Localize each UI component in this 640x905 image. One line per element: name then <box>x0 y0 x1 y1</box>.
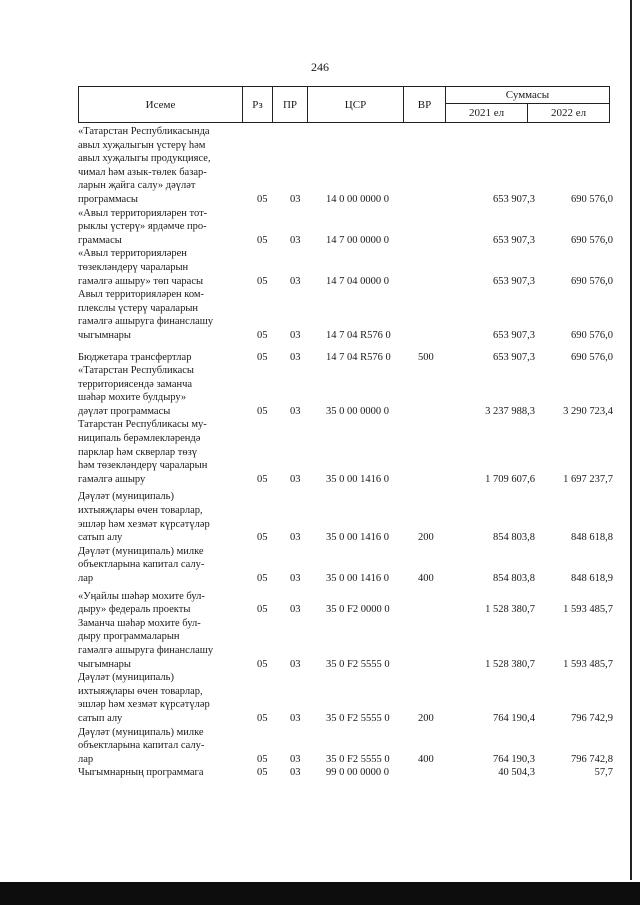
row-name <box>78 288 240 342</box>
row-name <box>78 247 240 288</box>
table-row <box>78 351 613 365</box>
row-name-line: Дәүләт (муниципаль) <box>78 672 174 684</box>
row-vr: 500 <box>418 351 434 363</box>
row-sum-2022: 690 576,0 <box>571 351 613 363</box>
row-pr: 03 <box>290 712 301 724</box>
row-name-line: ларын җайга салу» дәүләт <box>78 180 196 192</box>
row-sum-2022: 796 742,8 <box>571 753 613 765</box>
row-name-line: чыгымнары <box>78 658 131 670</box>
row-name-line: эшләр һәм хезмәт күрсәтүләр <box>78 518 210 530</box>
row-name-line: «Авыл территорияләрен <box>78 248 187 260</box>
table-row <box>78 671 613 725</box>
row-sum-2021: 40 504,3 <box>498 767 535 779</box>
column-header-vr: ВР <box>403 86 446 123</box>
row-name-line: «Татарстан Республикасында <box>78 126 210 137</box>
row-vr: 200 <box>418 712 434 724</box>
table-row <box>78 766 613 780</box>
row-rz: 05 <box>257 351 268 363</box>
row-csr: 35 0 F2 5555 0 <box>326 658 390 670</box>
row-rz: 05 <box>257 604 268 616</box>
row-sum-2022: 690 576,0 <box>571 275 613 287</box>
row-name <box>78 726 240 767</box>
row-sum-2022: 848 618,9 <box>571 573 613 584</box>
row-name-line: рыклы үстерү» ярдәмче про- <box>78 221 207 233</box>
row-sum-2021: 1 709 607,6 <box>485 473 535 485</box>
row-name-line: граммасы <box>78 234 122 246</box>
row-rz: 05 <box>257 658 268 670</box>
row-name-line: төзекләндерү чараларын <box>78 261 189 273</box>
row-csr: 35 0 F2 5555 0 <box>326 753 390 765</box>
row-name-line: территориясендә заманча <box>78 378 193 390</box>
row-name-line: дәүләт программасы <box>78 405 171 417</box>
row-pr: 03 <box>290 193 301 205</box>
row-name-line: парклар һәм скверлар төзү <box>78 446 198 458</box>
row-csr: 35 0 00 1416 0 <box>326 573 389 584</box>
row-sum-2022: 690 576,0 <box>571 193 613 205</box>
row-name <box>78 125 240 207</box>
page-number: 246 <box>311 60 329 74</box>
table-row <box>78 726 613 767</box>
row-pr: 03 <box>290 329 301 341</box>
row-name-line: Заманча шәһәр мохите бул- <box>78 617 201 629</box>
row-csr: 99 0 00 0000 0 <box>326 767 389 779</box>
row-vr: 400 <box>418 573 434 584</box>
row-name-line: Дәүләт (муниципаль) милке <box>78 545 204 557</box>
row-rz: 05 <box>257 193 268 205</box>
row-sum-2022: 1 593 485,7 <box>563 658 613 670</box>
row-csr: 14 7 04 R576 0 <box>326 351 391 363</box>
row-name-line: гамәлгә ашыруга финанслашу <box>78 316 214 328</box>
row-sum-2021: 854 803,8 <box>493 532 535 544</box>
row-pr: 03 <box>290 753 301 765</box>
row-name-line: дыру» федераль проекты <box>78 604 191 616</box>
row-rz: 05 <box>257 532 268 544</box>
row-name <box>78 545 240 586</box>
row-sum-2021: 764 190,4 <box>493 712 535 724</box>
row-name-line: «Уңайлы шәһәр мохите бул- <box>78 590 205 602</box>
row-csr: 14 7 04 R576 0 <box>326 329 391 341</box>
row-sum-2022: 796 742,9 <box>571 712 613 724</box>
row-name <box>78 351 240 365</box>
row-name-line: дыру программаларын <box>78 631 180 643</box>
row-rz: 05 <box>257 767 268 779</box>
row-name-line: авыл хуҗалыгын үстерү һәм <box>78 139 206 151</box>
row-name-line: Бюджетара трансфертлар <box>78 351 192 363</box>
row-name-line: авыл хуҗалыгы продукциясе, <box>78 153 211 165</box>
row-rz: 05 <box>257 405 268 417</box>
row-rz: 05 <box>257 753 268 765</box>
row-name <box>78 671 240 725</box>
row-vr: 200 <box>418 532 434 544</box>
row-rz: 05 <box>257 573 268 584</box>
row-name-line: Авыл территорияләрен ком- <box>78 289 205 301</box>
row-name-line: Дәүләт (муниципаль) <box>78 491 174 503</box>
row-name <box>78 364 240 418</box>
row-rz: 05 <box>257 473 268 485</box>
scan-bottom-bar <box>0 882 640 905</box>
row-sum-2022: 690 576,0 <box>571 329 613 341</box>
row-name-line: гамәлгә ашыру <box>78 473 146 485</box>
column-header-csr: ЦСР <box>307 86 404 123</box>
row-name-line: ихтыяҗлары өчен товарлар, <box>78 685 203 697</box>
scan-edge-line <box>630 0 632 880</box>
column-header-name: Исеме <box>78 86 243 123</box>
row-pr: 03 <box>290 532 301 544</box>
row-sum-2021: 1 528 380,7 <box>485 604 535 616</box>
row-name-line: гамәлгә ашыру» төп чарасы <box>78 275 204 287</box>
row-name <box>78 766 240 780</box>
table-row <box>78 288 613 342</box>
table-row <box>78 125 613 207</box>
row-name-line: Чыгымнарның программага <box>78 767 204 779</box>
row-rz: 05 <box>257 712 268 724</box>
row-vr: 400 <box>418 753 434 765</box>
row-sum-2021: 653 907,3 <box>493 351 535 363</box>
row-csr: 35 0 00 1416 0 <box>326 473 389 485</box>
table-row <box>78 364 613 418</box>
row-sum-2022: 1 697 237,7 <box>563 473 613 485</box>
row-sum-2022: 57,7 <box>594 767 613 779</box>
row-pr: 03 <box>290 351 301 363</box>
row-name-line: объектларына капитал салу- <box>78 559 205 571</box>
row-name-line: чыгымнары <box>78 329 131 341</box>
table-row <box>78 545 613 586</box>
row-sum-2022: 690 576,0 <box>571 234 613 246</box>
row-name-line: «Авыл территорияләрен тот- <box>78 207 208 219</box>
column-header-sums: Суммасы <box>445 86 610 104</box>
table-row <box>78 590 613 617</box>
row-pr: 03 <box>290 604 301 616</box>
table-row <box>78 490 613 544</box>
row-csr: 35 0 F2 0000 0 <box>326 604 390 616</box>
row-sum-2021: 653 907,3 <box>493 193 535 205</box>
row-name-line: чимал һәм азык-төлек базар- <box>78 166 207 178</box>
row-pr: 03 <box>290 573 301 584</box>
row-csr: 35 0 F2 5555 0 <box>326 712 390 724</box>
row-name-line: Дәүләт (муниципаль) милке <box>78 726 204 738</box>
row-rz: 05 <box>257 234 268 246</box>
row-name-line: һәм төзекләндерү чараларын <box>78 460 208 472</box>
row-sum-2022: 3 290 723,4 <box>563 405 613 417</box>
row-pr: 03 <box>290 405 301 417</box>
row-sum-2021: 854 803,8 <box>493 573 535 584</box>
row-name <box>78 617 240 671</box>
row-csr: 35 0 00 1416 0 <box>326 532 389 544</box>
row-sum-2021: 1 528 380,7 <box>485 658 535 670</box>
column-header-rz: Рз <box>242 86 273 123</box>
row-name-line: лар <box>78 573 94 584</box>
row-rz: 05 <box>257 275 268 287</box>
table-row <box>78 247 613 288</box>
row-rz: 05 <box>257 329 268 341</box>
row-name-line: ниципаль берәмлекләрендә <box>78 433 201 445</box>
row-name-line: шәһәр мохите булдыру» <box>78 392 187 404</box>
table-row <box>78 418 613 486</box>
row-sum-2021: 653 907,3 <box>493 275 535 287</box>
table-row <box>78 207 613 248</box>
row-name-line: эшләр һәм хезмәт күрсәтүләр <box>78 699 210 711</box>
row-sum-2022: 1 593 485,7 <box>563 604 613 616</box>
column-header-2022: 2022 ел <box>527 103 610 123</box>
row-name-line: Татарстан Республикасы му- <box>78 419 207 431</box>
row-name <box>78 490 240 544</box>
row-csr: 14 7 00 0000 0 <box>326 234 389 246</box>
row-sum-2021: 653 907,3 <box>493 329 535 341</box>
row-name-line: гамәлгә ашыруга финанслашу <box>78 644 214 656</box>
row-pr: 03 <box>290 658 301 670</box>
row-sum-2021: 3 237 988,3 <box>485 405 535 417</box>
row-csr: 35 0 00 0000 0 <box>326 405 389 417</box>
row-name-line: плекслы үстерү чараларын <box>78 302 198 314</box>
row-sum-2022: 848 618,8 <box>571 532 613 544</box>
row-name-line: программасы <box>78 193 138 205</box>
row-sum-2021: 764 190,3 <box>493 753 535 765</box>
column-header-2021: 2021 ел <box>445 103 528 123</box>
row-csr: 14 0 00 0000 0 <box>326 193 389 205</box>
table-header <box>78 86 610 123</box>
row-pr: 03 <box>290 767 301 779</box>
column-header-pr: ПР <box>272 86 308 123</box>
row-name-line: лар <box>78 753 94 765</box>
row-csr: 14 7 04 0000 0 <box>326 275 389 287</box>
row-name <box>78 207 240 248</box>
row-name <box>78 418 240 486</box>
row-sum-2021: 653 907,3 <box>493 234 535 246</box>
table-body <box>78 125 613 780</box>
row-name-line: ихтыяҗлары өчен товарлар, <box>78 505 203 517</box>
row-name <box>78 590 240 617</box>
row-pr: 03 <box>290 234 301 246</box>
row-name-line: сатып алу <box>78 712 123 724</box>
row-name-line: объектларына капитал салу- <box>78 740 205 752</box>
row-pr: 03 <box>290 473 301 485</box>
row-name-line: «Татарстан Республикасы <box>78 365 194 377</box>
table-row <box>78 617 613 671</box>
row-pr: 03 <box>290 275 301 287</box>
row-name-line: сатып алу <box>78 532 123 544</box>
